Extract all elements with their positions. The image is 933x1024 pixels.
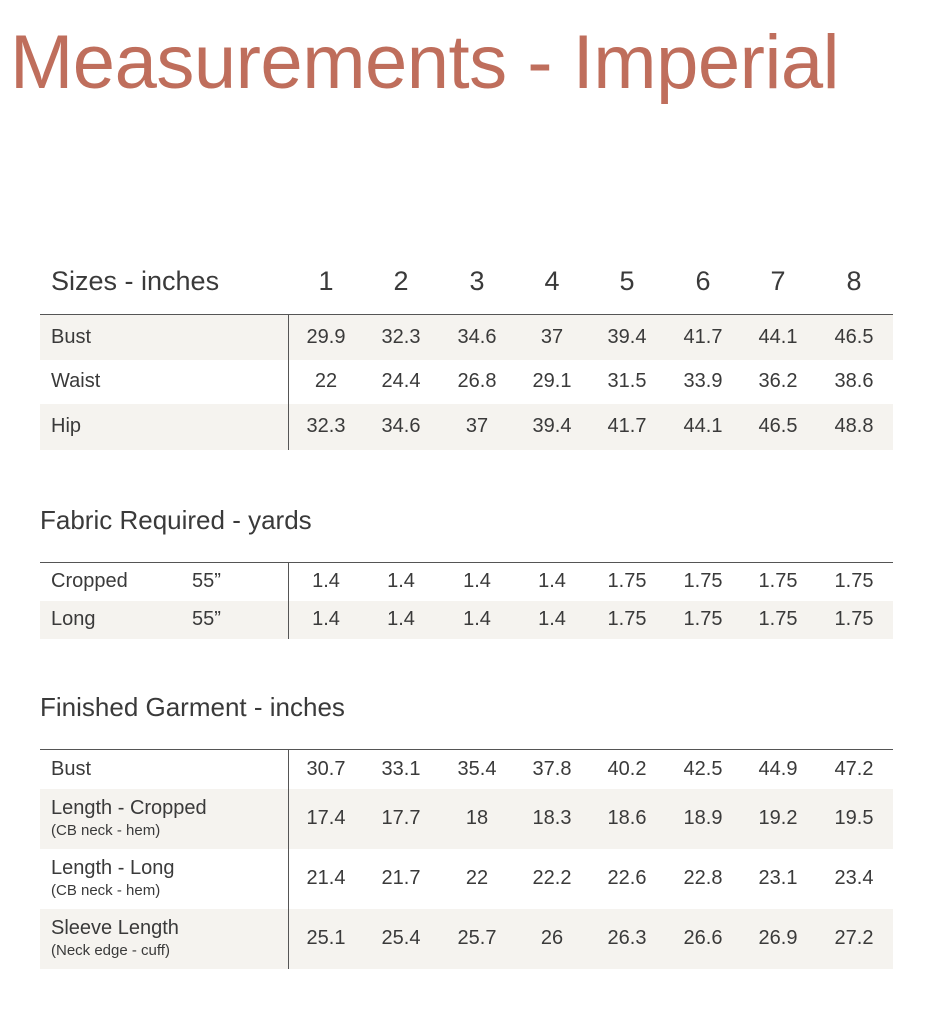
row-label-text: Sleeve Length [51,917,179,939]
row-label [51,370,100,393]
table-cell: 1.4 [312,608,340,630]
table-cell: 1.4 [463,570,491,592]
row-label [51,758,91,781]
table-row [40,789,893,849]
column-divider [288,315,289,450]
table-cell: 41.7 [683,326,723,348]
table-row [40,563,893,601]
body-measurements-table [40,314,893,450]
table-cell: 1.75 [758,570,798,592]
row-label-note: (Neck edge - cuff) [51,942,170,959]
table-cell: 23.1 [758,867,798,889]
table-cell: 22.8 [683,867,723,889]
table-cell: 29.9 [306,326,346,348]
page-title: Measurements - Imperial [10,20,839,105]
table-cell: 41.7 [607,415,647,437]
size-label: 2 [393,266,409,296]
size-label: 3 [469,266,485,296]
size-label: 8 [846,266,862,296]
table-cell: 19.5 [834,807,874,829]
table-cell: 23.4 [834,867,874,889]
table-cell: 33.1 [381,758,421,780]
table-cell: 22.2 [532,867,572,889]
table-cell: 46.5 [834,326,874,348]
row-label [51,608,96,631]
table-row [40,849,893,909]
row-label [51,797,207,840]
table-cell: 17.7 [381,807,421,829]
sizes-header-label: Sizes - inches [51,266,220,296]
table-row [40,750,893,789]
table-cell: 1.4 [463,608,491,630]
table-cell: 34.6 [381,415,421,437]
table-cell: 37 [540,326,564,348]
table-cell: 32.3 [306,415,346,437]
table-cell: 26.6 [683,927,723,949]
table-cell: 1.75 [758,608,798,630]
size-label: 1 [318,266,334,296]
table-row [40,601,893,639]
table-cell: 31.5 [607,370,647,392]
table-cell: 17.4 [306,807,346,829]
row-label [51,917,179,960]
size-label: 5 [619,266,635,296]
table-cell: 25.4 [381,927,421,949]
size-label: 6 [695,266,711,296]
table-row [40,315,893,360]
row-label-text: Bust [51,758,92,780]
table-cell: 27.2 [834,927,874,949]
table-cell: 1.4 [387,570,415,592]
table-cell: 1.75 [834,570,874,592]
row-label-text: Length - Cropped [51,797,207,819]
table-cell: 32.3 [381,326,421,348]
sizes-header-row [40,262,893,306]
table-cell: 37.8 [532,758,572,780]
table-cell: 21.7 [381,867,421,889]
table-cell: 39.4 [607,326,647,348]
finished-section-title: Finished Garment - inches [40,692,345,722]
row-label-text: Length - Long [51,857,175,879]
table-cell: 22 [465,867,489,889]
table-row [40,360,893,404]
size-label: 4 [544,266,560,296]
table-cell: 36.2 [758,370,798,392]
row-label [51,326,91,349]
table-cell: 29.1 [532,370,572,392]
table-cell: 38.6 [834,370,874,392]
table-cell: 40.2 [607,758,647,780]
table-cell: 22 [314,370,338,392]
row-label [51,857,174,900]
table-cell: 26.9 [758,927,798,949]
table-cell: 48.8 [834,415,874,437]
finished-garment-table [40,749,893,969]
table-cell: 25.1 [306,927,346,949]
table-cell: 1.75 [683,608,723,630]
table-row [40,909,893,969]
table-cell: 26.3 [607,927,647,949]
row-label [51,415,81,438]
row-label-note: (CB neck - hem) [51,822,161,839]
table-row [40,404,893,450]
table-cell: 1.75 [834,608,874,630]
row-label-text: Hip [51,415,82,437]
row-label [51,570,128,593]
table-cell: 30.7 [306,758,346,780]
table-cell: 21.4 [306,867,346,889]
table-cell: 18.9 [683,807,723,829]
column-divider [288,750,289,969]
row-label-text: Bust [51,326,92,348]
table-cell: 25.7 [457,927,497,949]
row-label-text: Waist [51,370,101,392]
table-cell: 42.5 [683,758,723,780]
table-cell: 1.4 [387,608,415,630]
table-cell: 1.4 [538,608,566,630]
row-label-text: Cropped [51,570,128,592]
table-cell: 44.1 [683,415,723,437]
table-cell: 39.4 [532,415,572,437]
table-cell: 24.4 [381,370,421,392]
fabric-width: 55” [192,570,221,592]
table-cell: 18.3 [532,807,572,829]
row-label-note: (CB neck - hem) [51,882,161,899]
table-cell: 22.6 [607,867,647,889]
table-cell: 35.4 [457,758,497,780]
table-cell: 34.6 [457,326,497,348]
table-cell: 1.75 [607,570,647,592]
table-cell: 1.4 [312,570,340,592]
size-label: 7 [770,266,786,296]
table-cell: 37 [465,415,489,437]
table-cell: 44.9 [758,758,798,780]
table-cell: 1.75 [683,570,723,592]
table-cell: 46.5 [758,415,798,437]
fabric-required-table [40,562,893,639]
table-cell: 26.8 [457,370,497,392]
fabric-width: 55” [192,608,221,630]
table-cell: 44.1 [758,326,798,348]
fabric-section-title: Fabric Required - yards [40,505,312,535]
table-cell: 1.75 [607,608,647,630]
table-cell: 1.4 [538,570,566,592]
table-cell: 18 [465,807,489,829]
table-cell: 26 [540,927,564,949]
table-cell: 18.6 [607,807,647,829]
row-label-text: Long [51,608,96,630]
table-cell: 19.2 [758,807,798,829]
table-cell: 33.9 [683,370,723,392]
column-divider [288,563,289,639]
table-cell: 47.2 [834,758,874,780]
